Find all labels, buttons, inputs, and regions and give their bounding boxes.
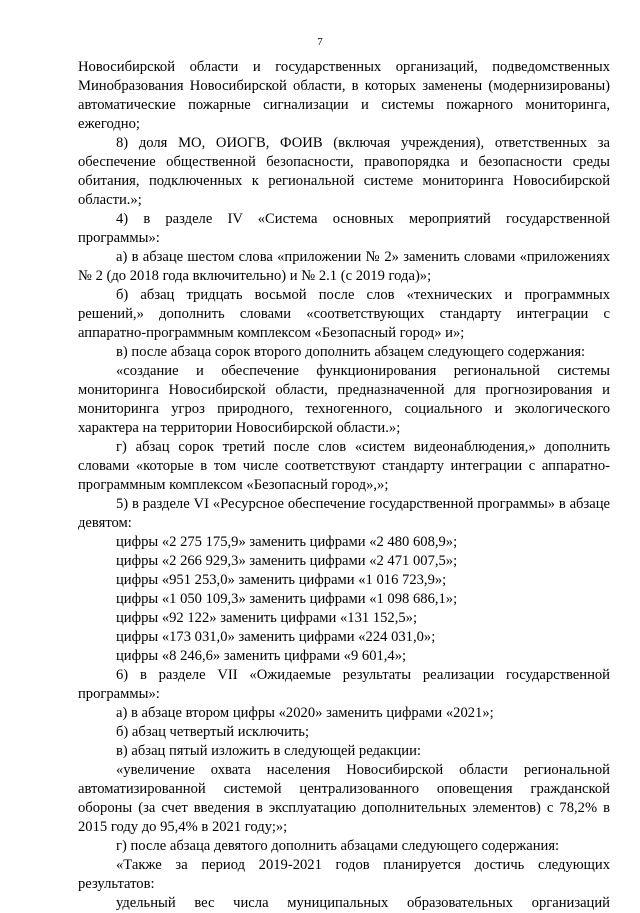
figure-replacement-line: цифры «8 246,6» заменить цифрами «9 601,4»; bbox=[116, 648, 407, 664]
paragraph-item-4a: а) в абзаце шестом слова «приложении № 2» заменить словами «приложениях № 2 (до 2018 года включительно) и № 2.1 (с 2019 года)»; bbox=[78, 249, 610, 284]
paragraph-item-8: 8) доля МО, ОИОГВ, ФОИВ (включая учреждения), ответственных за обеспечение общественной безопасности, правопорядка и безопасности среды обитания, подключенных к региональной системе мониторинга Новосибирской области.»; bbox=[78, 135, 610, 208]
document-body bbox=[78, 58, 610, 913]
figure-replacement-line: цифры «2 275 175,9» заменить цифрами «2 480 608,9»; bbox=[116, 534, 458, 550]
paragraph-item-4: 4) в разделе IV «Система основных мероприятий государственной программы»: bbox=[78, 211, 610, 246]
paragraph-quote-coverage: «увеличение охвата населения Новосибирской области региональной автоматизированной системой централизованного оповещения гражданской обороны (за счет введения в эксплуатацию дополнительных элементов) с 78,2% в 2015 году до 95,4% в 2021 году;»; bbox=[78, 762, 610, 835]
paragraph-item-6b: б) абзац четвертый исключить; bbox=[116, 724, 310, 740]
paragraph-item-6g: г) после абзаца девятого дополнить абзацами следующего содержания: bbox=[116, 838, 560, 854]
paragraph-item-4g: г) абзац сорок третий после слов «систем видеонаблюдения,» дополнить словами «которые в том числе соответствуют стандарту интеграции с аппаратно-программным комплексом «Безопасный город»,»; bbox=[78, 439, 610, 493]
paragraph-quote-monitoring: «создание и обеспечение функционирования региональной системы мониторинга Новосибирской области, предназначенной для прогнозирования и мониторинга угроз природного, техногенного, социального и экологического характера на территории Новосибирской области.»; bbox=[78, 363, 610, 436]
paragraph-item-4v: в) после абзаца сорок второго дополнить абзацем следующего содержания: bbox=[116, 344, 586, 360]
paragraph-item-6a: а) в абзаце втором цифры «2020» заменить цифрами «2021»; bbox=[116, 705, 494, 721]
figure-replacement-line: цифры «1 050 109,3» заменить цифрами «1 098 686,1»; bbox=[116, 591, 458, 607]
figure-replacement-line: цифры «173 031,0» заменить цифрами «224 031,0»; bbox=[116, 629, 436, 645]
figure-replacement-line: цифры «92 122» заменить цифрами «131 152,5»; bbox=[116, 610, 418, 626]
paragraph-item-6v: в) абзац пятый изложить в следующей редакции: bbox=[116, 743, 421, 759]
page-number: 7 bbox=[317, 36, 323, 48]
paragraph-item-4b: б) абзац тридцать восьмой после слов «технических и программных решений,» дополнить словами «соответствующих стандарту интеграции с аппаратно-программным комплексом «Безопасный город» и»; bbox=[78, 287, 610, 341]
paragraph-item-6: 6) в разделе VII «Ожидаемые результаты реализации государственной программы»: bbox=[78, 667, 610, 702]
figure-replacement-line: цифры «951 253,0» заменить цифрами «1 016 723,9»; bbox=[116, 572, 447, 588]
paragraph-truncated: удельный вес числа муниципальных образовательных организаций bbox=[116, 895, 610, 911]
paragraph-continuation: Новосибирской области и государственных организаций, подведомственных Минобразования Новосибирской области, в которых заменены (модернизированы) автоматические пожарные сигнализации и системы пожарного мониторинга, ежегодно; bbox=[78, 59, 610, 132]
paragraph-quote-results: «Также за период 2019-2021 годов планируется достичь следующих результатов: bbox=[78, 857, 610, 892]
figure-replacement-line: цифры «2 266 929,3» заменить цифрами «2 471 007,5»; bbox=[116, 553, 458, 569]
paragraph-item-5: 5) в разделе VI «Ресурсное обеспечение государственной программы» в абзаце девятом: bbox=[78, 496, 610, 531]
